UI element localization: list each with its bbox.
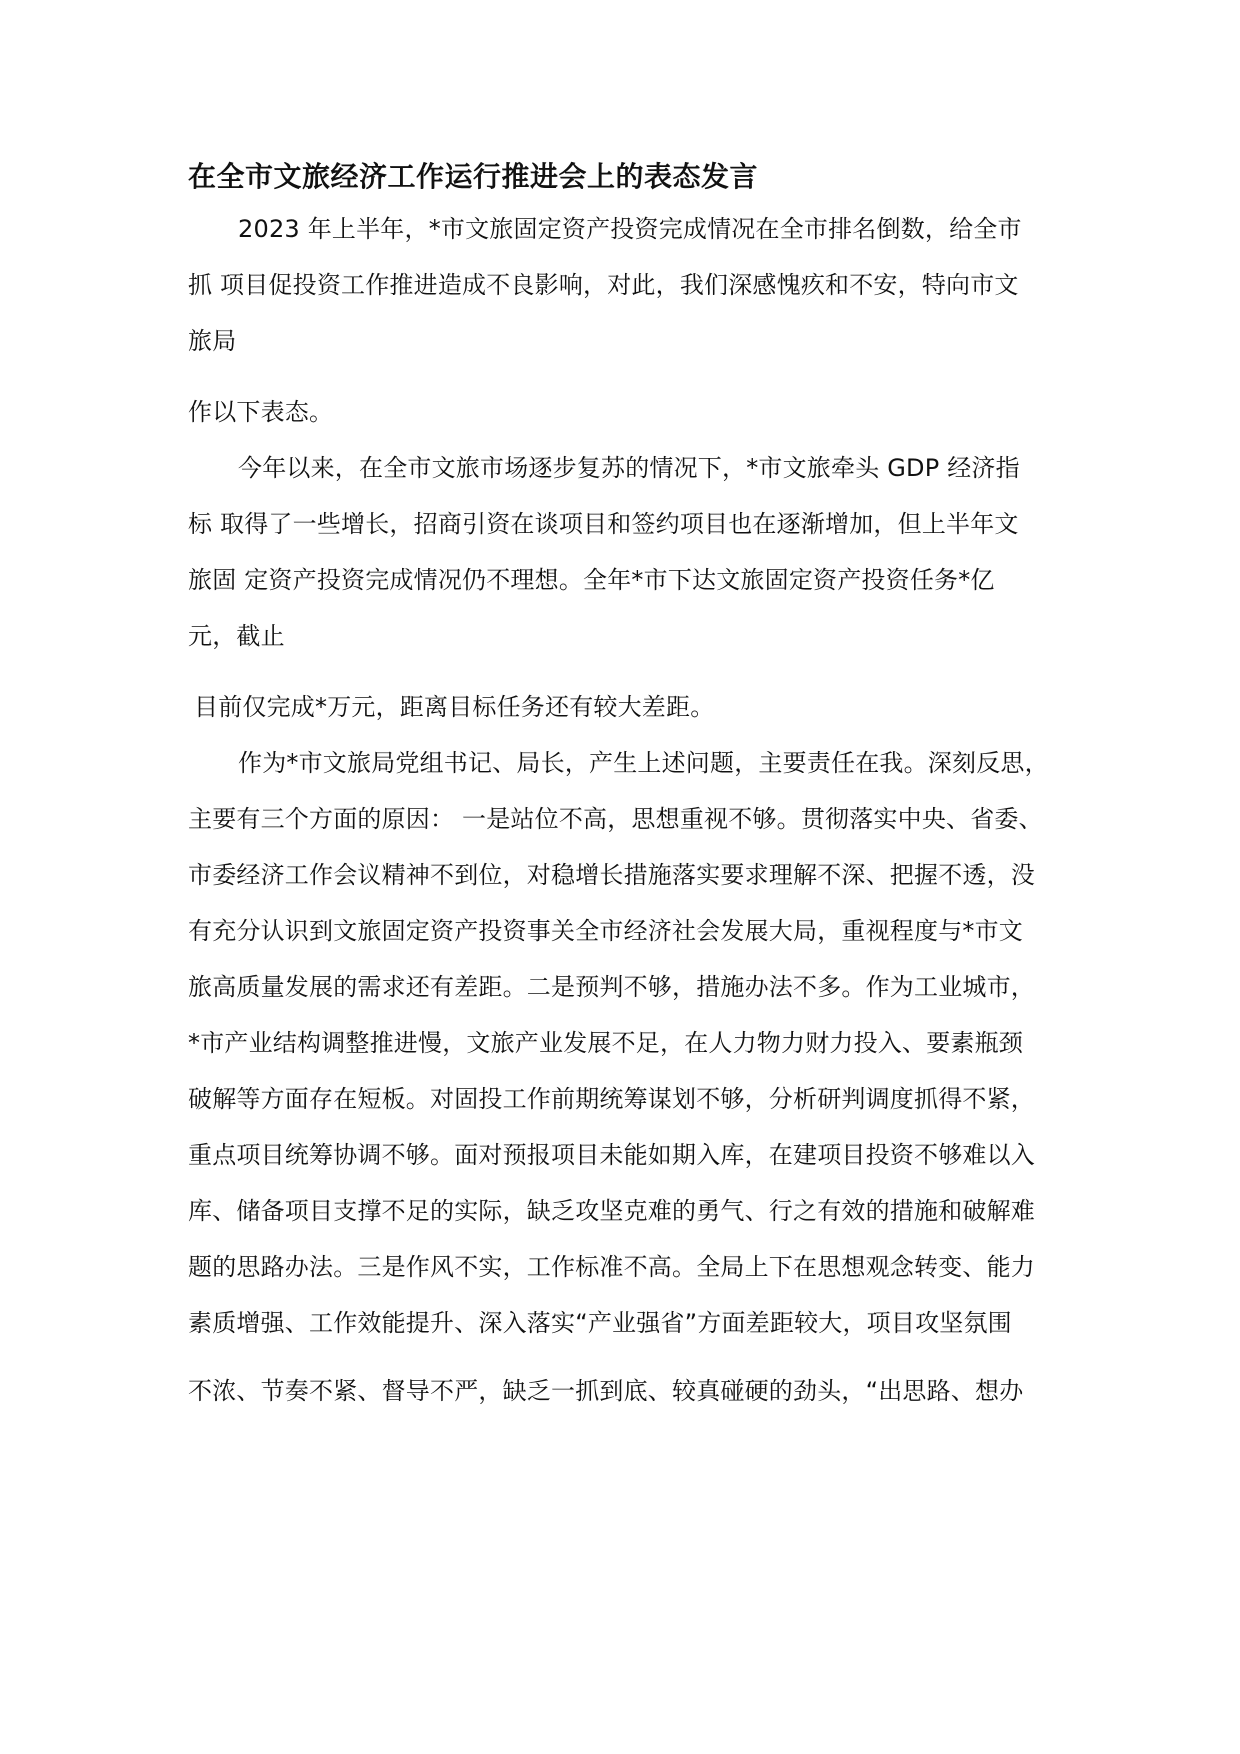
paragraph-3-line-1: 作为*市文旅局党组书记、局长，产生上述问题，主要责任在我。深刻反思， xyxy=(238,749,1049,777)
paragraph-3-line-11: 素质增强、工作效能提升、深入落实“产业强省”方面差距较大，项目攻坚氛围 xyxy=(188,1309,1012,1337)
paragraph-3-line-3: 市委经济工作会议精神不到位，对稳增长措施落实要求理解不深、把握不透，没 xyxy=(188,861,1035,889)
paragraph-3-line-10: 题的思路办法。三是作风不实，工作标准不高。全局上下在思想观念转变、能力 xyxy=(188,1253,1035,1281)
paragraph-3-line-5: 旅高质量发展的需求还有差距。二是预判不够，措施办法不多。作为工业城市， xyxy=(188,973,1035,1001)
paragraph-1-line-1: 2023 年上半年，*市文旅固定资产投资完成情况在全市排名倒数，给全市 xyxy=(238,215,1022,243)
paragraph-2-line-5: 目前仅完成*万元，距离目标任务还有较大差距。 xyxy=(194,693,715,721)
paragraph-1-line-2: 抓 项目促投资工作推进造成不良影响，对此，我们深感愧疚和不安，特向市文 xyxy=(188,271,1019,299)
paragraph-3-line-8: 重点项目统筹协调不够。面对预报项目未能如期入库，在建项目投资不够难以入 xyxy=(188,1141,1035,1169)
paragraph-3-line-4: 有充分认识到文旅固定资产投资事关全市经济社会发展大局，重视程度与*市文 xyxy=(188,917,1023,945)
paragraph-2-line-4: 元，截止 xyxy=(188,622,285,650)
paragraph-2-line-3: 旅固 定资产投资完成情况仍不理想。全年*市下达文旅固定资产投资任务*亿 xyxy=(188,566,995,594)
paragraph-3-line-9: 库、储备项目支撑不足的实际，缺乏攻坚克难的勇气、行之有效的措施和破解难 xyxy=(188,1197,1035,1225)
paragraph-3-line-2: 主要有三个方面的原因： 一是站位不高，思想重视不够。贯彻落实中央、省委、 xyxy=(188,805,1043,833)
document-title: 在全市文旅经济工作运行推进会上的表态发言 xyxy=(188,160,759,193)
paragraph-1-line-3: 旅局 xyxy=(188,327,237,355)
paragraph-2-line-2: 标 取得了一些增长，招商引资在谈项目和签约项目也在逐渐增加，但上半年文 xyxy=(188,510,1019,538)
paragraph-3-line-6: *市产业结构调整推进慢，文旅产业发展不足，在人力物力财力投入、要素瓶颈 xyxy=(188,1029,1023,1057)
paragraph-3-line-12: 不浓、节奏不紧、督导不严，缺乏一抓到底、较真碰硬的劲头，“出思路、想办 xyxy=(188,1377,1024,1405)
paragraph-3-line-7: 破解等方面存在短板。对固投工作前期统筹谋划不够，分析研判调度抓得不紧， xyxy=(188,1085,1035,1113)
paragraph-2-line-1: 今年以来，在全市文旅市场逐步复苏的情况下，*市文旅牵头 GDP 经济指 xyxy=(238,454,1020,482)
paragraph-1-line-4: 作以下表态。 xyxy=(188,398,334,426)
